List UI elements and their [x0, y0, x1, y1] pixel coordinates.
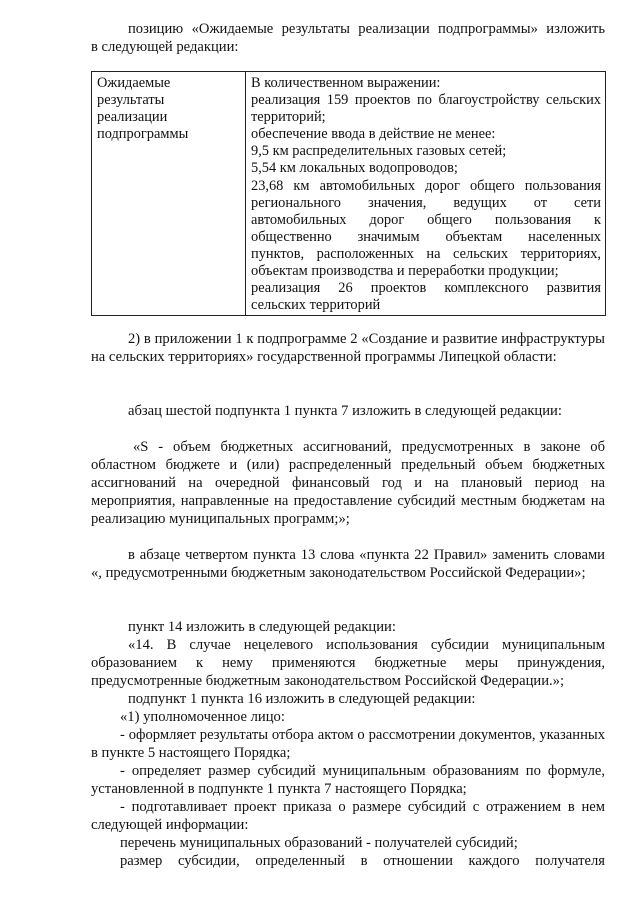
paragraph-3	[91, 402, 605, 420]
paragraph-5	[91, 546, 605, 582]
value-line: реализация 26 проектов комплексного развития	[251, 280, 601, 297]
paragraph-text: подпункт 1 пункта 16 изложить в следующей редакции:	[128, 691, 476, 707]
paragraph-text: 2) в приложении 1 к подпрограмме 2 «Создание и развитие инфраструктуры на сельских территориях» государственной программы Липецкой области:	[91, 331, 605, 365]
value-line: 5,54 км локальных водопроводов;	[251, 160, 458, 177]
value-line: В количественном выражении:	[251, 75, 441, 91]
paragraph-13	[91, 834, 605, 852]
label-line: подпрограммы	[97, 126, 189, 143]
paragraph-text: пункт 14 изложить в следующей редакции:	[128, 619, 396, 635]
paragraph-11	[91, 762, 605, 798]
paragraph-12	[91, 798, 605, 834]
paragraph-text: абзац шестой подпункта 1 пункта 7 изложить в следующей редакции:	[128, 403, 562, 419]
value-line: общественно значимым объектам населенных	[251, 228, 601, 245]
value-line: 23,68 км автомобильных дорог общего пользования	[251, 177, 601, 194]
table-row	[92, 72, 606, 316]
paragraph-text: - подготавливает проект приказа о размере субсидий с отражением в нем следующей информации:	[91, 799, 605, 833]
paragraph-text: перечень муниципальных образований - получателей субсидий;	[120, 835, 518, 851]
paragraph-10	[91, 726, 605, 762]
paragraph-8	[91, 690, 605, 708]
value-line: 9,5 км распределительных газовых сетей;	[251, 143, 507, 160]
paragraph-6	[91, 618, 605, 636]
paragraph-text: - определяет размер субсидий муниципальным образованиям по формуле, установленной в подпункте 1 пункта 7 настоящего Порядка;	[91, 763, 605, 797]
paragraph-text: размер субсидии, определенный в отношении каждого получателя	[120, 853, 605, 869]
value-line: территорий;	[251, 109, 326, 126]
paragraph-text: - оформляет результаты отбора актом о рассмотрении документов, указанных в пункте 5 настоящего Порядка;	[91, 727, 605, 761]
paragraph-text: «1) уполномоченное лицо:	[120, 709, 285, 725]
value-line: реализация 159 проектов по благоустройству сельских	[251, 92, 601, 109]
intro-line-1: позицию «Ожидаемые результаты реализации подпрограммы» изложить	[128, 21, 605, 37]
value-line: объектам производства и переработки продукции;	[251, 263, 559, 280]
paragraph-2	[91, 330, 605, 366]
paragraph-text: «S - объем бюджетных ассигнований, предусмотренных в законе об областном бюджете и (или) распределенный предельный объем бюджетных ассигнований на очередной финансовый год и на плановый период на мероприятия, направленные на предоставление субсидий местным бюджетам на реализацию муниципальных программ;»;	[91, 439, 605, 527]
paragraph-9	[91, 708, 605, 726]
table-value-cell	[246, 72, 606, 316]
value-line: регионального значения, ведущих от сети	[251, 194, 601, 211]
intro-line-2: в следующей редакции:	[91, 39, 239, 55]
table-label-cell	[92, 72, 246, 316]
paragraph-text: в абзаце четвертом пункта 13 слова «пункта 22 Правил» заменить словами «, предусмотренными бюджетным законодательством Российской Федерации»;	[91, 547, 605, 581]
label-line: Ожидаемые	[97, 75, 171, 91]
value-line: сельских территорий	[251, 297, 381, 314]
label-line: реализации	[97, 109, 168, 126]
paragraph-14	[91, 852, 605, 870]
paragraph-7	[91, 636, 605, 690]
paragraph-text: «14. В случае нецелевого использования субсидии муниципальным образованием к нему применяются бюджетные меры принуждения, предусмотренные бюджетным законодательством Российской Федерации.»;	[91, 637, 605, 689]
value-line: пунктов, расположенных на сельских территориях,	[251, 245, 601, 262]
label-line: результаты	[97, 92, 165, 109]
intro-paragraph	[91, 20, 605, 56]
value-line: автомобильных дорог общего пользования к	[251, 211, 601, 228]
expected-results-table	[91, 71, 606, 316]
paragraph-4	[91, 438, 605, 528]
value-line: обеспечение ввода в действие не менее:	[251, 126, 496, 143]
